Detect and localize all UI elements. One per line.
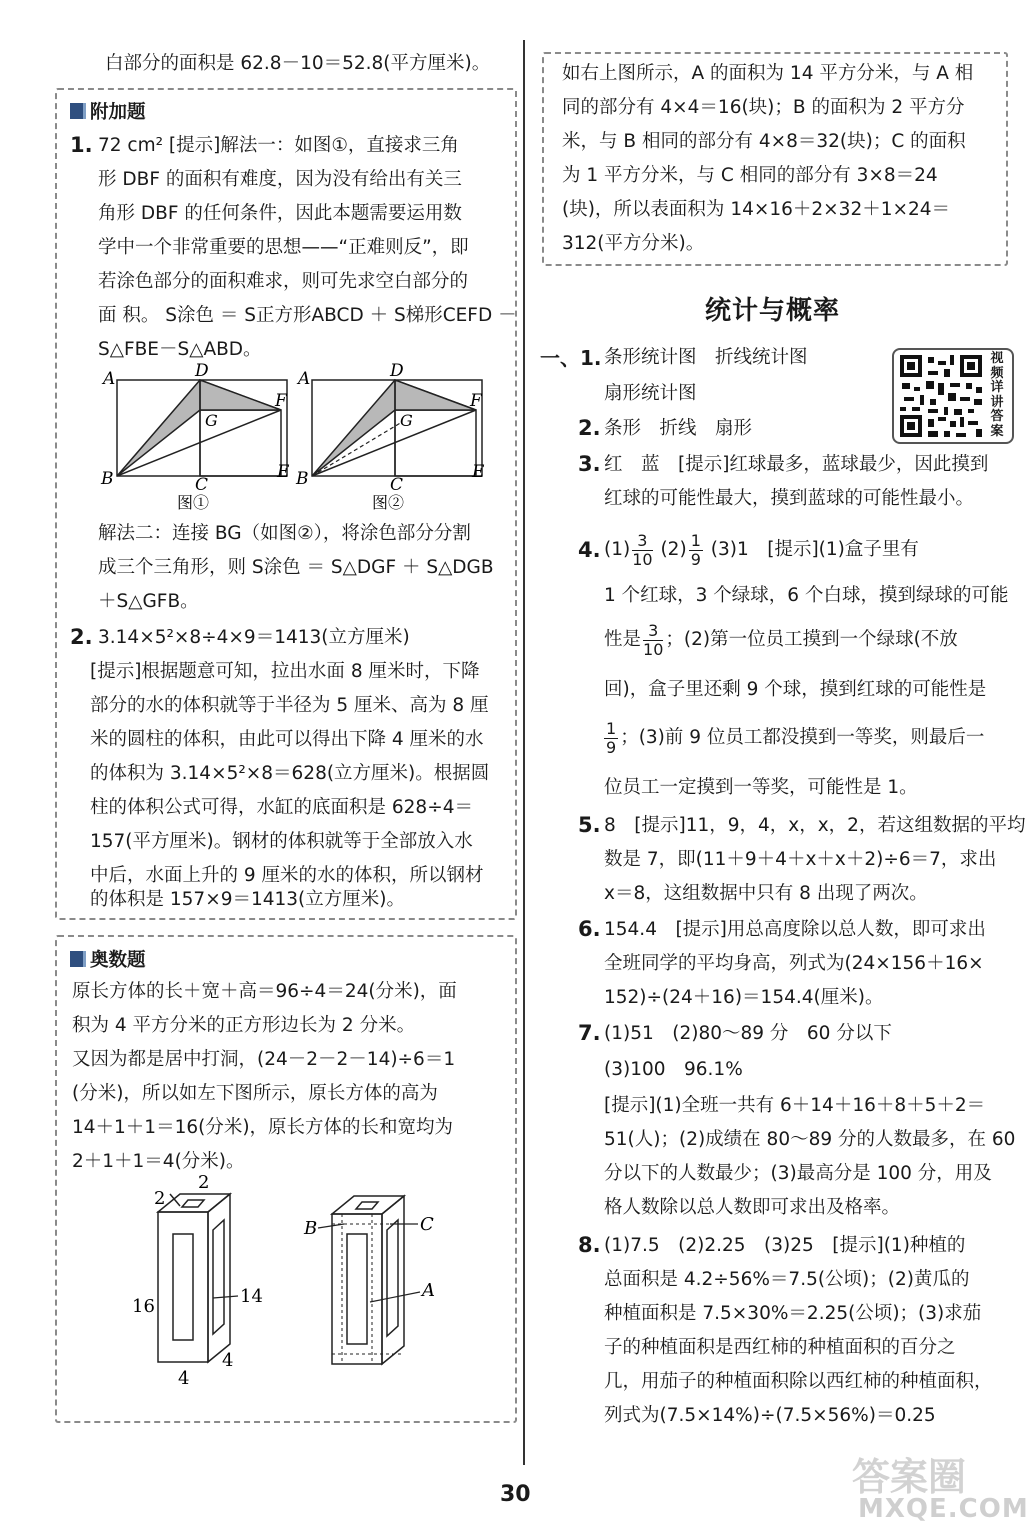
item5-line: 数是 7，即(11＋9＋4＋x＋x＋2)÷6＝7，求出	[604, 849, 997, 870]
q1-line: 72 cm² [提示]解法一：如图①，直接求三角	[98, 135, 459, 156]
fraction	[604, 720, 618, 757]
fujia-header-text: 附加题	[90, 102, 146, 123]
page-number: 30	[500, 1482, 531, 1507]
item5-line: x＝8，这组数据中只有 8 出现了两次。	[604, 883, 928, 904]
q1-line: 角形 DBF 的任何条件，因此本题需要运用数	[98, 203, 462, 224]
q1-line: 面 积。 S涂色 ＝ S正方形ABCD ＋ S梯形CEFD －	[98, 305, 517, 326]
q1b-line: ＋S△GFB。	[98, 591, 199, 612]
fraction-denominator: 9	[606, 737, 617, 757]
q2-line: 的体积为 3.14×5²×8＝628(立方厘米)。根据圆	[90, 763, 490, 784]
item3-line: 红 蓝 [提示]红球最多，蓝球最少，因此摸到	[604, 454, 989, 475]
aoshu-line: 原长方体的长＋宽＋高＝96÷4＝24(分米)，面	[72, 981, 457, 1002]
fraction-numerator: 1	[606, 718, 617, 738]
aoshu-line: 又因为都是居中打洞，(24－2－2－14)÷6＝1	[72, 1049, 456, 1070]
q1-line: S△FBE－S△ABD。	[98, 339, 262, 360]
dim-label: 2	[198, 1172, 210, 1193]
box-line: 为 1 平方分米，与 C 相同的部分有 3×8＝24	[562, 165, 938, 186]
text-span: 性是	[604, 629, 642, 650]
qr-code-icon	[898, 353, 984, 439]
region-label: C	[420, 1214, 434, 1235]
q2-line: [提示]根据题意可知，拉出水面 8 厘米时，下降	[90, 661, 480, 682]
aoshu-line: (分米)，所以如左下图所示，原长方体的高为	[72, 1083, 438, 1104]
q2-line: 米的圆柱的体积，由此可以得出下降 4 厘米的水	[90, 729, 484, 750]
item3-number: 3.	[578, 452, 601, 476]
item1-prefix	[540, 346, 602, 372]
cuboid-figures	[120, 1172, 450, 1402]
text-span: (3)1 [提示](1)盒子里有	[710, 539, 919, 560]
q2-line: 部分的水的体积就等于半径为 5 厘米、高为 8 厘	[90, 695, 489, 716]
item2-number: 2.	[578, 416, 601, 440]
label-D: D	[195, 362, 209, 381]
top-line: 白部分的面积是 62.8－10＝52.8(平方厘米)。	[105, 53, 491, 74]
item4-number: 4.	[578, 538, 601, 562]
aoshu-line: 积为 4 平方分米的正方形边长为 2 分米。	[72, 1015, 416, 1036]
item8-line: (1)7.5 (2)2.25 (3)25 [提示](1)种植的	[604, 1235, 966, 1256]
q2-line: 的体积是 157×9＝1413(立方厘米)。	[90, 889, 405, 910]
box-line: 如右上图所示，A 的面积为 14 平方分米，与 A 相	[562, 63, 974, 84]
fraction	[689, 532, 703, 569]
item8-line: 子的种植面积是西红柿的种植面积的百分之	[604, 1337, 956, 1358]
fraction-denominator: 9	[690, 549, 701, 569]
label-C: C	[195, 475, 209, 495]
cuboid-left	[158, 1194, 230, 1362]
item4-line3	[604, 618, 958, 662]
label-F: F	[275, 391, 287, 411]
label-E: E	[472, 462, 485, 482]
box-line: 米，与 B 相同的部分有 4×8＝32(块)；C 的面积	[562, 131, 966, 152]
q2-line: 157(平方厘米)。钢材的体积就等于全部放入水	[90, 831, 473, 852]
aoshu-line: 14＋1＋1＝16(分米)，原长方体的长和宽均为	[72, 1117, 454, 1138]
label-G: G	[400, 411, 413, 430]
box-line: 312(平方分米)。	[562, 233, 705, 254]
dim-label: 16	[132, 1296, 155, 1317]
fraction-numerator: 3	[643, 622, 663, 641]
item7-line: 分以下的人数最少；(3)最高分是 100 分，用及	[604, 1163, 992, 1184]
figure-2	[295, 362, 485, 495]
text-span: (1)	[604, 539, 631, 560]
item1-number: 一、1.	[540, 346, 602, 370]
item8-line: 总面积是 4.2÷56%＝7.5(公顷)；(2)黄瓜的	[604, 1269, 970, 1290]
fraction-numerator: 3	[632, 532, 652, 551]
item8-line: 列式为(7.5×14%)÷(7.5×56%)＝0.25	[604, 1405, 936, 1426]
q2-line: 3.14×5²×8÷4×9＝1413(立方厘米)	[98, 627, 410, 648]
box-line: 同的部分有 4×4＝16(块)；B 的面积为 2 平方分	[562, 97, 965, 118]
q1-line: 学中一个非常重要的思想——“正难则反”，即	[98, 237, 469, 258]
label-B: B	[296, 469, 309, 489]
aoshu-header	[70, 946, 146, 972]
item4-line1	[604, 528, 919, 572]
watermark-logo: 答案圈	[852, 1455, 967, 1499]
item7-line: 51(人)；(2)成绩在 80～89 分的人数最多，在 60	[604, 1129, 1016, 1150]
fujia-header	[70, 98, 146, 124]
cuboid-right	[332, 1196, 404, 1364]
dim-label: 2	[154, 1188, 166, 1209]
item2-text: 条形 折线 扇形	[604, 418, 753, 439]
fraction-denominator: 10	[632, 549, 653, 569]
label-B: B	[101, 469, 114, 489]
fraction	[643, 622, 663, 659]
item6-line: 全班同学的平均身高，列式为(24×156＋16×	[604, 953, 984, 974]
item1-line: 扇形统计图	[604, 383, 697, 404]
fraction-denominator: 10	[643, 639, 664, 659]
fraction-numerator: 1	[690, 530, 701, 550]
q1b-line: 成三个三角形，则 S涂色 ＝ S△DGF ＋ S△DGB	[98, 557, 494, 578]
column-divider	[523, 40, 525, 1465]
item5-line: 8 [提示]11，9，4，x，x，2，若这组数据的平均	[604, 815, 1026, 836]
region-label: A	[422, 1280, 435, 1301]
q2-line: 中后，水面上升的 9 厘米的水的体积，所以钢材	[90, 865, 484, 886]
label-G: G	[205, 411, 218, 430]
qr-code-panel[interactable]	[892, 348, 1014, 444]
dim-label: 14	[240, 1286, 263, 1307]
text-span: (2)	[660, 539, 687, 560]
label-A: A	[298, 369, 311, 389]
item6-line: 152)÷(24＋16)＝154.4(厘米)。	[604, 987, 884, 1008]
qr-caption: 视频详讲答案	[990, 351, 1004, 439]
q2-line: 柱的体积公式可得，水缸的底面积是 628÷4＝	[90, 797, 473, 818]
section-header-icon	[70, 951, 86, 967]
item8-number: 8.	[578, 1233, 601, 1257]
label-F: F	[470, 391, 482, 411]
q1-number: 1.	[70, 133, 93, 157]
item3-line: 红球的可能性最大，摸到蓝球的可能性最小。	[604, 488, 975, 509]
text-span: ；(3)前 9 位员工都没摸到一等奖，则最后一	[620, 727, 985, 748]
label-D: D	[390, 362, 404, 381]
item6-number: 6.	[578, 917, 601, 941]
geometry-figures	[95, 362, 505, 512]
aoshu-line: 2＋1＋1＝4(分米)。	[72, 1151, 245, 1172]
item1-line: 条形统计图 折线统计图	[604, 347, 808, 368]
item4-line5	[604, 716, 984, 760]
item8-line: 种植面积是 7.5×30%＝2.25(公顷)；(3)求茄	[604, 1303, 982, 1324]
item5-number: 5.	[578, 813, 601, 837]
label-A: A	[103, 369, 116, 389]
text-span: ；(2)第一位员工摸到一个绿球(不放	[665, 629, 958, 650]
fraction	[632, 532, 652, 569]
q1-line: 形 DBF 的面积有难度，因为没有给出有关三	[98, 169, 462, 190]
item4-line6: 位员工一定摸到一等奖，可能性是 1。	[604, 777, 918, 798]
item6-line: 154.4 [提示]用总高度除以总人数，即可求出	[604, 919, 986, 940]
dim-label: 4	[222, 1350, 234, 1371]
figure-1-caption: 图①	[177, 493, 210, 512]
q1b-line: 解法二：连接 BG（如图②），将涂色部分分割	[98, 523, 471, 544]
item7-line: 格人数除以总人数即可求出及格率。	[604, 1197, 901, 1218]
item8-line: 几，用茄子的种植面积除以西红柿的种植面积，	[604, 1371, 993, 1392]
figure-2-caption: 图②	[372, 493, 405, 512]
q2-number: 2.	[70, 625, 93, 649]
section-header-icon	[70, 103, 86, 119]
box-line: (块)，所以表面积为 14×16＋2×32＋1×24＝	[562, 199, 951, 220]
watermark-url: MXQE.COM	[858, 1494, 1029, 1524]
label-E: E	[277, 462, 290, 482]
dim-label: 4	[178, 1368, 190, 1389]
aoshu-header-text: 奥数题	[90, 950, 146, 971]
item4-line4: 回)，盒子里还剩 9 个球，摸到红球的可能性是	[604, 679, 987, 700]
item7-line: [提示](1)全班一共有 6＋14＋16＋8＋5＋2＝	[604, 1095, 986, 1116]
label-C: C	[390, 475, 404, 495]
item7-number: 7.	[578, 1021, 601, 1045]
q1-line: 若涂色部分的面积难求，则可先求空白部分的	[98, 271, 469, 292]
item7-line: (1)51 (2)80～89 分 60 分以下	[604, 1023, 892, 1044]
item7-line: (3)100 96.1%	[604, 1059, 743, 1080]
region-label: B	[304, 1218, 318, 1239]
item4-line2: 1 个红球，3 个绿球，6 个白球，摸到绿球的可能	[604, 585, 1009, 606]
figure-1	[100, 362, 290, 495]
section-title: 统计与概率	[705, 296, 841, 326]
